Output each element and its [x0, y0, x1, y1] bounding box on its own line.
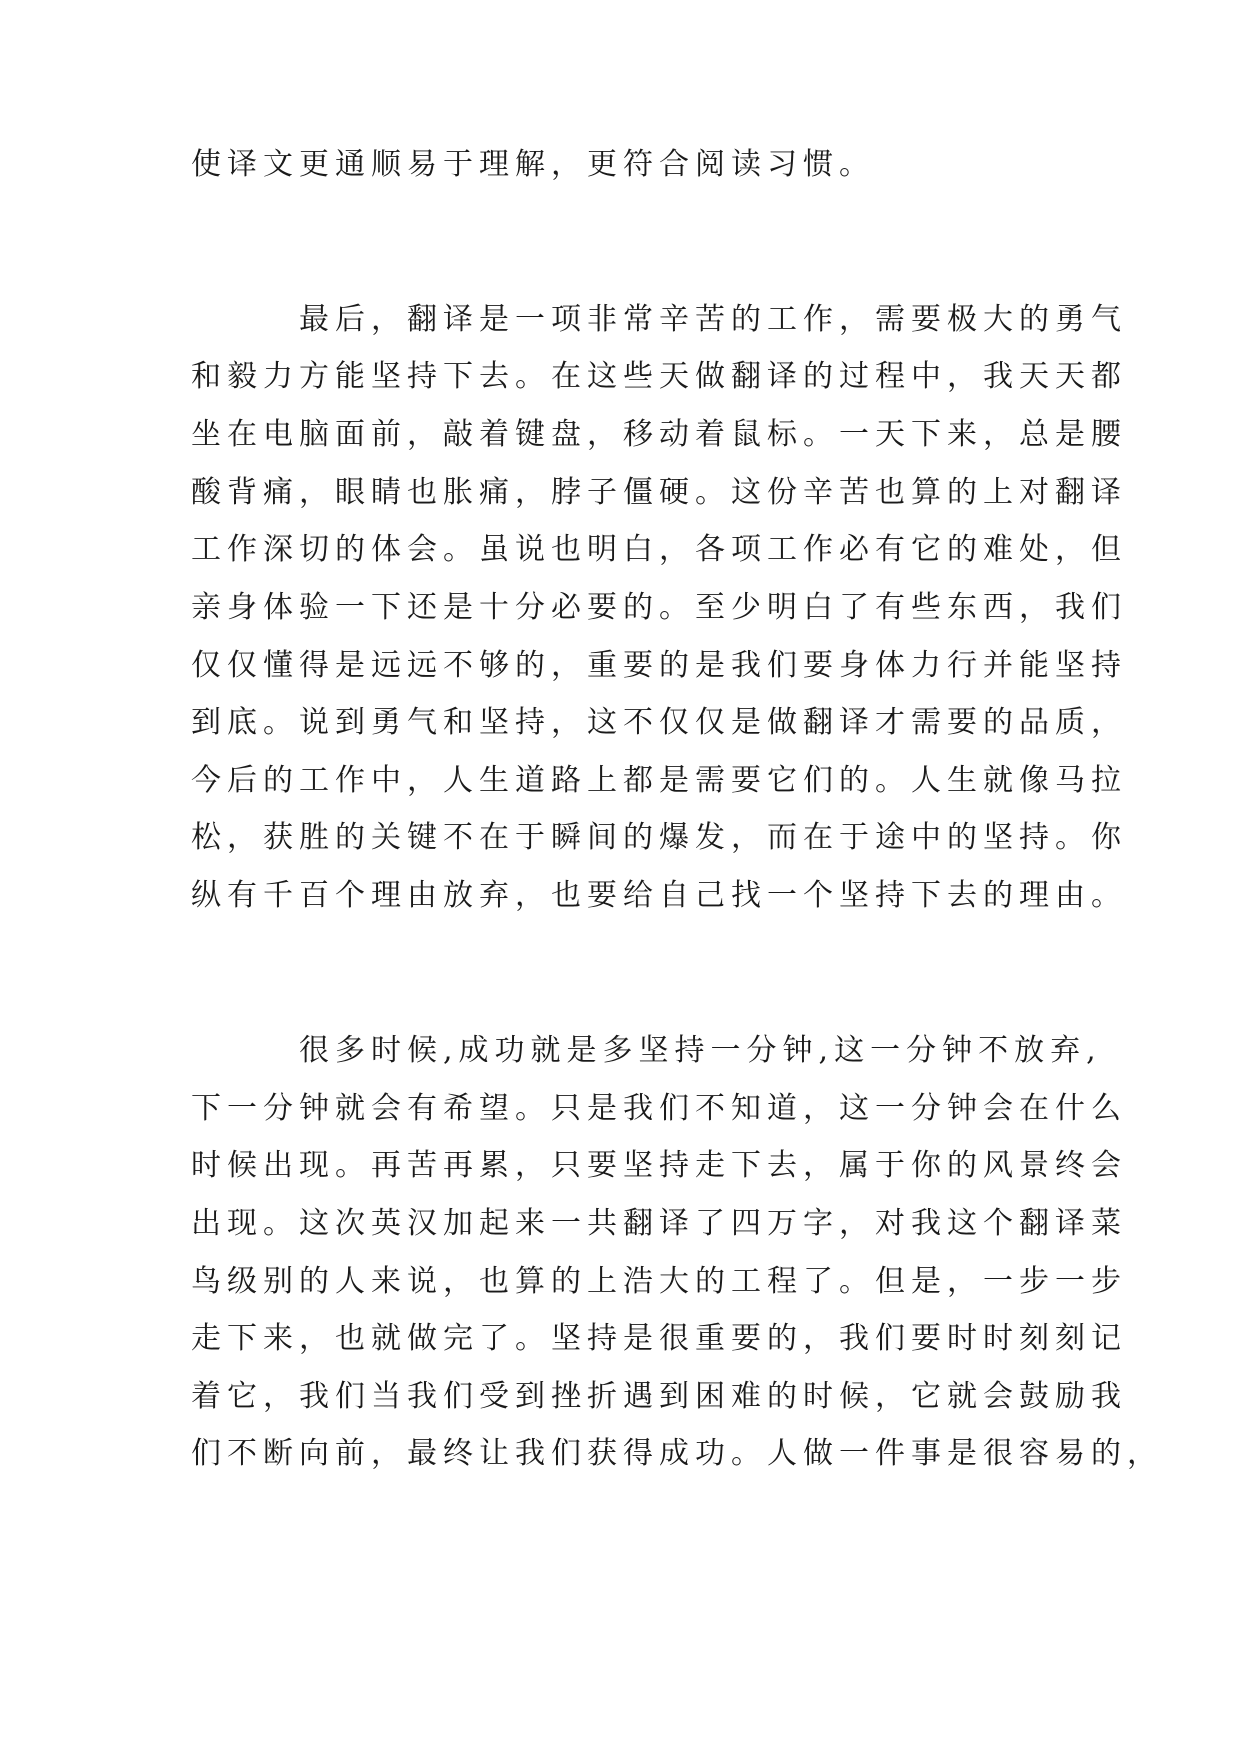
paragraph-2-line-11: 纵有千百个理由放弃，也要给自己找一个坚持下去的理由。 [191, 878, 1127, 913]
paragraph-3-line-2: 下一分钟就会有希望。只是我们不知道，这一分钟会在什么 [191, 1091, 1127, 1126]
paragraph-3-line-1: 很多时候,成功就是多坚持一分钟,这一分钟不放弃, [299, 1033, 1102, 1068]
paragraph-2-line-6: 亲身体验一下还是十分必要的。至少明白了有些东西，我们 [191, 590, 1127, 625]
paragraph-1-line-1: 使译文更通顺易于理解，更符合阅读习惯。 [191, 147, 875, 182]
paragraph-2-line-7: 仅仅懂得是远远不够的，重要的是我们要身体力行并能坚持 [191, 648, 1127, 683]
paragraph-2-line-10: 松，获胜的关键不在于瞬间的爆发，而在于途中的坚持。你 [191, 820, 1127, 855]
paragraph-3-line-8: 们不断向前，最终让我们获得成功。人做一件事是很容易的， [191, 1436, 1163, 1471]
paragraph-3-line-5: 鸟级别的人来说，也算的上浩大的工程了。但是，一步一步 [191, 1264, 1127, 1299]
paragraph-3-line-7: 着它，我们当我们受到挫折遇到困难的时候，它就会鼓励我 [191, 1379, 1127, 1414]
paragraph-2-line-5: 工作深切的体会。虽说也明白，各项工作必有它的难处，但 [191, 532, 1127, 567]
paragraph-2-line-2: 和毅力方能坚持下去。在这些天做翻译的过程中，我天天都 [191, 359, 1127, 394]
paragraph-3-line-4: 出现。这次英汉加起来一共翻译了四万字，对我这个翻译菜 [191, 1206, 1127, 1241]
paragraph-2-line-1: 最后，翻译是一项非常辛苦的工作，需要极大的勇气 [299, 302, 1127, 337]
paragraph-3-line-3: 时候出现。再苦再累，只要坚持走下去，属于你的风景终会 [191, 1148, 1127, 1183]
paragraph-2-line-9: 今后的工作中，人生道路上都是需要它们的。人生就像马拉 [191, 763, 1127, 798]
paragraph-3-line-6: 走下来，也就做完了。坚持是很重要的，我们要时时刻刻记 [191, 1321, 1127, 1356]
paragraph-2-line-3: 坐在电脑面前，敲着键盘，移动着鼠标。一天下来，总是腰 [191, 417, 1127, 452]
paragraph-2-line-8: 到底。说到勇气和坚持，这不仅仅是做翻译才需要的品质， [191, 705, 1127, 740]
paragraph-2-line-4: 酸背痛，眼睛也胀痛，脖子僵硬。这份辛苦也算的上对翻译 [191, 475, 1127, 510]
